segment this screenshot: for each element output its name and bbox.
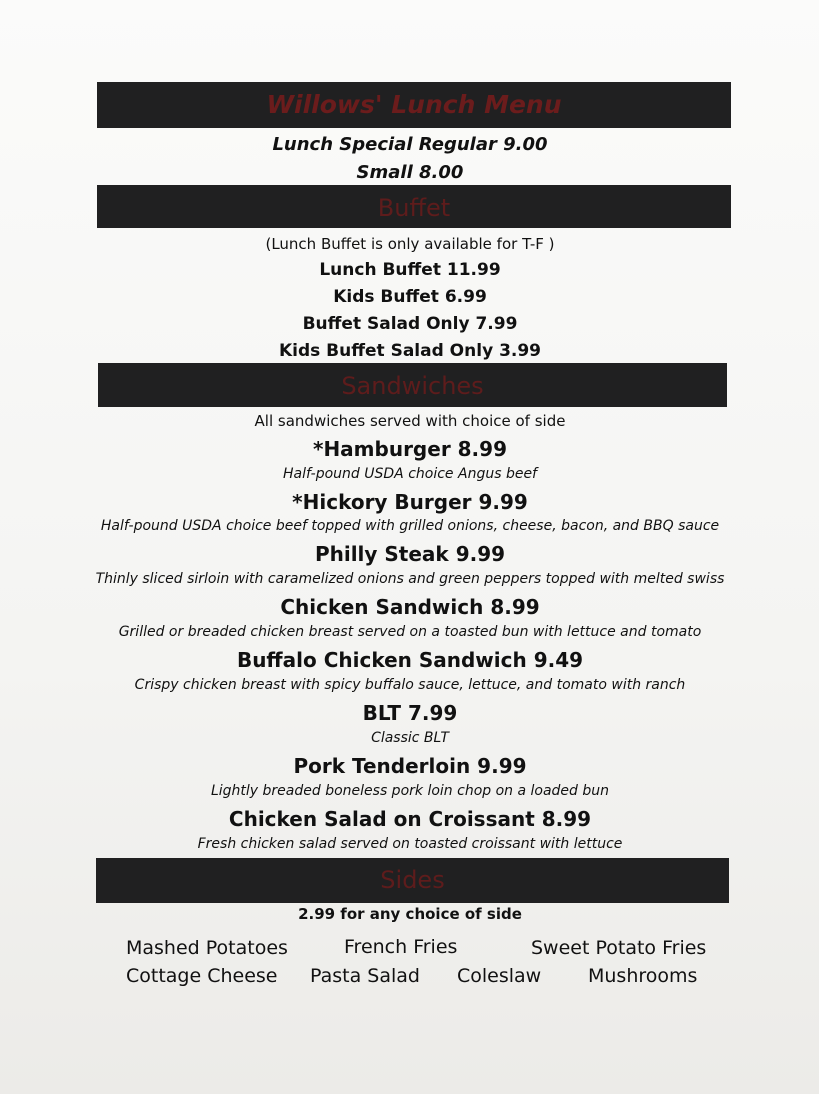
sandwiches-bar (98, 363, 727, 407)
title-bar (97, 82, 731, 128)
side-item: Sweet Potato Fries (531, 937, 707, 959)
buffet-heading: Buffet (377, 194, 451, 222)
sandwich-desc: Classic BLT (371, 730, 449, 746)
sandwich-name: Philly Steak 9.99 (314, 542, 506, 566)
side-item: Pasta Salad (310, 965, 420, 987)
side-item: Coleslaw (457, 965, 542, 987)
sandwich-desc: Thinly sliced sirloin with caramelized onions and green peppers topped with melted swiss (95, 571, 725, 587)
sandwich-desc: Grilled or breaded chicken breast served on a toasted bun with lettuce and tomato (118, 624, 702, 640)
buffet-bar (97, 185, 731, 228)
sandwich-name: Buffalo Chicken Sandwich 9.49 (236, 648, 584, 672)
side-item: French Fries (344, 936, 458, 958)
sandwich-desc: Crispy chicken breast with spicy buffalo sauce, lettuce, and tomato with ranch (134, 677, 686, 693)
sides-heading: Sides (380, 866, 445, 894)
sandwich-name: Chicken Salad on Croissant 8.99 (228, 807, 592, 831)
sandwich-name: Pork Tenderloin 9.99 (293, 754, 527, 778)
buffet-note: (Lunch Buffet is only available for T-F ) (265, 235, 555, 253)
sandwich-desc: Lightly breaded boneless pork loin chop on a loaded bun (210, 783, 610, 799)
sandwich-name: *Hickory Burger 9.99 (292, 490, 528, 514)
lunch-special-small: Small 8.00 (356, 162, 464, 183)
sandwiches-heading: Sandwiches (341, 372, 484, 400)
sandwich-desc: Half-pound USDA choice Angus beef (283, 466, 537, 482)
sandwich-name: BLT 7.99 (362, 701, 458, 725)
buffet-item: Lunch Buffet 11.99 (319, 260, 501, 280)
lunch-special-regular: Lunch Special Regular 9.00 (272, 134, 548, 155)
sandwich-desc: Fresh chicken salad served on toasted croissant with lettuce (197, 836, 623, 852)
sandwich-name: Chicken Sandwich 8.99 (280, 595, 540, 619)
sides-note: 2.99 for any choice of side (298, 905, 522, 923)
sandwiches-note: All sandwiches served with choice of side (254, 412, 566, 430)
side-item: Mashed Potatoes (126, 937, 288, 959)
sides-bar (96, 858, 729, 903)
buffet-item: Kids Buffet 6.99 (333, 287, 487, 307)
buffet-item: Buffet Salad Only 7.99 (302, 314, 518, 334)
sandwich-desc: Half-pound USDA choice beef topped with grilled onions, cheese, bacon, and BBQ sauce (100, 518, 720, 534)
buffet-item: Kids Buffet Salad Only 3.99 (278, 341, 542, 361)
side-item: Mushrooms (588, 965, 698, 987)
side-item: Cottage Cheese (126, 965, 278, 987)
sandwich-name: *Hamburger 8.99 (312, 437, 507, 461)
menu-title: Willows' Lunch Menu (266, 90, 562, 119)
